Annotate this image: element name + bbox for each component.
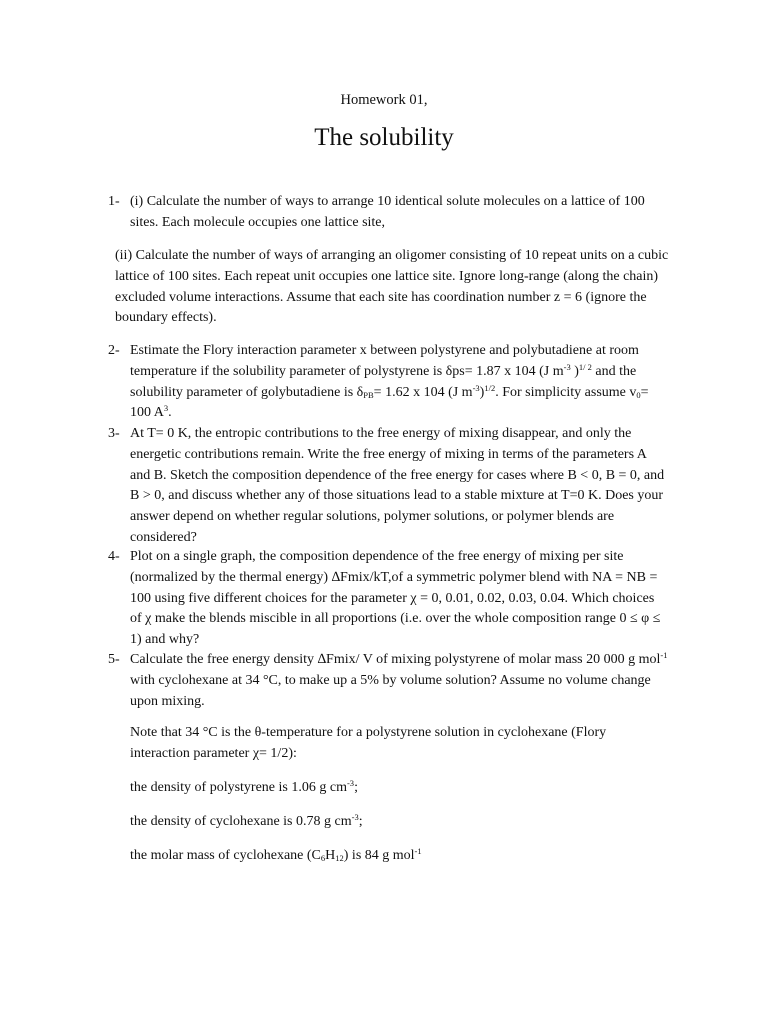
question-1-part-ii: (ii) Calculate the number of ways of arranging an oligomer consisting of 10 repeat units on a cubic lattice of 100 sites. Each repeat unit occupies one lattice site. Ignore long-range (along the chain) excluded volume interactions. Assume that each site has coordination number z = 6 (ignore the boundary effects). [115,248,669,326]
polystyrene-density: the density of polystyrene is 1.06 g $cm^{-3}$; [130,778,358,795]
question-4-number: 4- [108,549,120,564]
question-3-text: At T= 0 K, the entropic contributions to the free energy of mixing disappear, and only the energetic contributions remain. Write the free energy of mixing in terms of the parameters A and B. Sketch the composition dependence of the free energy for cases where B < 0, B = 0, and B > 0, and discuss whether any of those situations lead to a stable mixture at T=0 K. Does your answer depend on whether regular solutions, polymer solutions, or polymer blends are considered? [130,426,665,545]
question-3 [108,424,668,549]
page-title: The solubility [314,124,454,151]
homework-subtitle: Homework 01, [340,92,428,108]
question-5 [108,650,668,712]
question-5-text: Calculate the free energy density ∆Fmix/ V of mixing polystyrene of molar mass 20 000 g mol$^{-1}$ with cyclohexane at 34 °C, to make up a 5% by volume solution? Assume no volume change upon mixing. [130,650,668,709]
question-2 [108,341,668,424]
question-1-part-i: (i) Calculate the number of ways to arrange 10 identical solute molecules on a lattice of 100 sites. Each molecule occupies one lattice site, [130,194,645,230]
question-2-text: Estimate the Flory interaction parameter x between polystyrene and polybutadiene at room temperature if the solubility parameter of polystyrene is δps= 1.87 x 104 (J $m^{-3}$ )$^{1/ 2}$ and the solubility parameter of golybutadiene is $\delta_{PB}= 1.62$ x 104 (J $m^{-3})^{1/2}$. For simplicity assume $v_0= 100$ $A^3$. [130,343,649,421]
cyclohexane-molar-mass: the molar mass of cyclohexane $(C_6H_{12})$ is 84 g mol$^{-1}$ [130,846,422,863]
question-4 [108,547,668,651]
question-2-number: 2- [108,343,120,358]
question-5-note: Note that 34 °C is the θ-temperature for a polystyrene solution in cyclohexane (Flory interaction parameter χ= 1/2): [130,725,607,761]
question-1-number: 1- [108,194,120,209]
cyclohexane-density: the density of cyclohexane is 0.78 g $cm^{-3}$; [130,812,363,829]
question-5-number: 5- [108,652,120,667]
question-4-text: Plot on a single graph, the composition dependence of the free energy of mixing per site (normalized by the thermal energy) ∆Fmix/kT,of a symmetric polymer blend with NA = NB = 100 using five different choices for the parameter χ = 0, 0.01, 0.02, 0.03, 0.04. Which choices of χ make the blends miscible in all proportions (i.e. over the whole composition range 0 ≤ φ ≤ 1) and why? [130,549,661,648]
question-3-number: 3- [108,426,120,441]
question-1 [108,192,668,234]
